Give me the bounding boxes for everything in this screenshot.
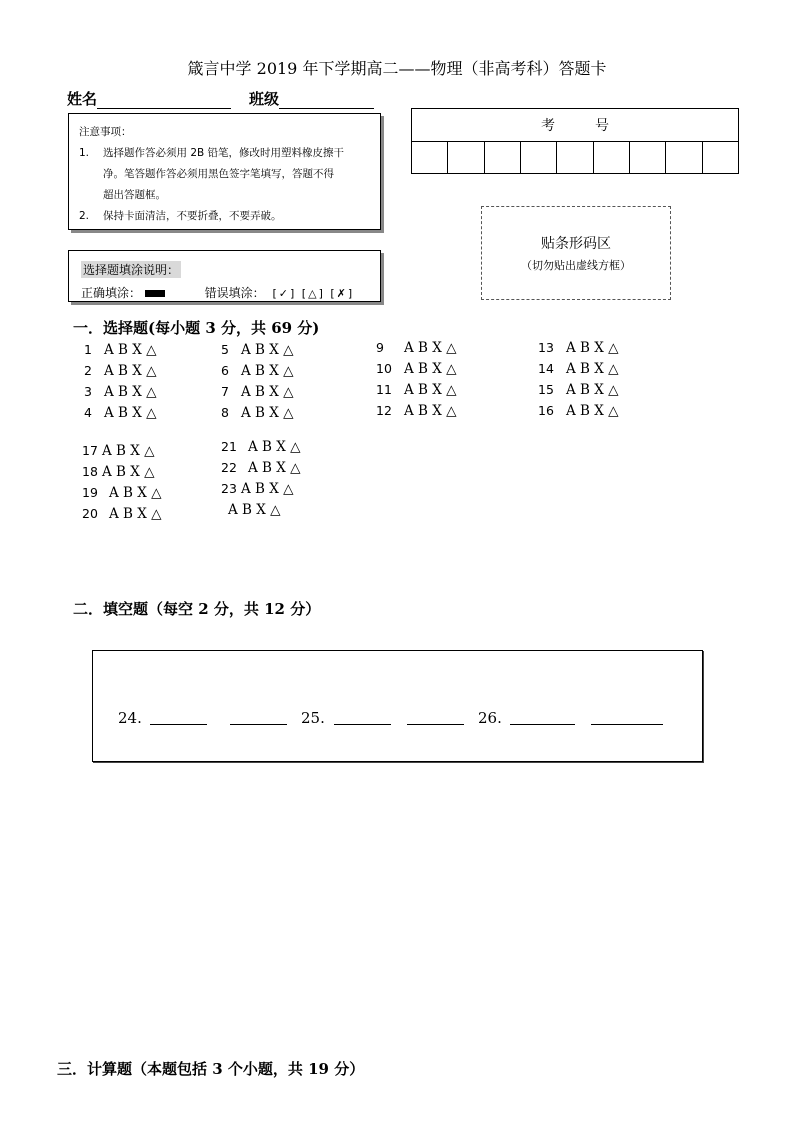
barcode-note: （切勿贴出虚线方框） (521, 259, 631, 272)
fill-answer-area (92, 650, 703, 762)
choice-question (538, 403, 619, 419)
exam-number-cell[interactable] (594, 142, 630, 173)
answer-options[interactable]: A B X △ (566, 382, 619, 398)
choice-question (376, 403, 457, 419)
question-number: 5 (221, 342, 229, 357)
answer-options[interactable]: A B X △ (109, 506, 162, 522)
choice-question (82, 443, 155, 459)
exam-number-label: 考号 (412, 109, 738, 142)
choice-question (376, 361, 457, 377)
choice-question (376, 340, 457, 356)
fill-blank[interactable] (591, 724, 663, 725)
answer-options[interactable]: A B X △ (404, 403, 457, 419)
name-blank[interactable] (97, 93, 231, 109)
question-number: 3 (84, 384, 92, 399)
class-field[interactable] (249, 88, 374, 109)
choice-question (221, 363, 294, 379)
fill-instructions-box (68, 250, 381, 302)
notice-line: 保持卡面清洁，不要折叠，不要弄破。 (103, 210, 282, 222)
notice-heading: 注意事项： (79, 126, 132, 138)
answer-options[interactable]: A B X △ (404, 382, 457, 398)
barcode-area (481, 206, 671, 300)
class-label: 班级 (249, 90, 280, 108)
exam-number-cell[interactable] (521, 142, 557, 173)
notice-line: 选择题作答必须用 2B 铅笔，修改时用塑料橡皮擦干 (103, 147, 345, 159)
section2-title: 二．填空题（每空 2 分，共 12 分） (73, 600, 321, 618)
question-number: 15 (538, 382, 554, 397)
question-number: 16 (538, 403, 554, 418)
answer-options[interactable]: A B X △ (104, 363, 157, 379)
question-number: 4 (84, 405, 92, 420)
answer-options[interactable]: A B X △ (104, 405, 157, 421)
answer-options[interactable]: A B X △ (566, 340, 619, 356)
wrong-fill-marks: [✓] [△] [✗] (272, 287, 355, 300)
answer-options[interactable]: A B X △ (102, 464, 155, 480)
question-number: 6 (221, 363, 229, 378)
section1-title: 一．选择题(每小题 3 分，共 69 分) (73, 319, 320, 337)
answer-options[interactable]: A B X △ (566, 403, 619, 419)
notice-item-number: 2. (79, 210, 90, 222)
choice-question (221, 342, 294, 358)
wrong-fill-label: 错误填涂： (204, 286, 265, 300)
choice-question (221, 502, 281, 518)
fill-blank[interactable] (334, 724, 391, 725)
question-number: 2 (84, 363, 92, 378)
choice-question (221, 481, 294, 497)
name-label: 姓名 (67, 90, 98, 108)
answer-options[interactable]: A B X △ (566, 361, 619, 377)
choice-question (221, 439, 301, 455)
fill-blank[interactable] (150, 724, 207, 725)
answer-options[interactable]: A B X △ (104, 384, 157, 400)
exam-number-cell[interactable] (448, 142, 484, 173)
choice-question (84, 342, 157, 358)
question-number: 13 (538, 340, 554, 355)
notice-item (79, 206, 372, 227)
name-field[interactable] (67, 88, 231, 109)
notice-item (79, 143, 372, 206)
exam-number-cells (412, 142, 738, 173)
answer-options[interactable]: A B X △ (102, 443, 155, 459)
answer-options[interactable]: A B X △ (404, 361, 457, 377)
fill-blank[interactable] (407, 724, 464, 725)
correct-fill-mark (145, 290, 165, 297)
choice-question (376, 382, 457, 398)
question-number: 7 (221, 384, 229, 399)
answer-options[interactable]: A B X △ (228, 502, 281, 518)
choice-question (84, 363, 157, 379)
question-number: 10 (376, 361, 392, 376)
question-number: 17 (82, 443, 98, 458)
question-number: 8 (221, 405, 229, 420)
exam-number-cell[interactable] (412, 142, 448, 173)
fill-blank[interactable] (510, 724, 575, 725)
notice-item-number: 1. (79, 147, 90, 159)
choice-question (538, 382, 619, 398)
question-number: 23 (221, 481, 237, 496)
choice-question (82, 506, 162, 522)
answer-options[interactable]: A B X △ (241, 363, 294, 379)
question-number: 18 (82, 464, 98, 479)
question-number: 14 (538, 361, 554, 376)
question-number: 22 (221, 460, 237, 475)
choice-question (538, 340, 619, 356)
fill-blank[interactable] (230, 724, 287, 725)
barcode-label: 贴条形码区 (541, 236, 611, 252)
fill-item-number: 24. (118, 709, 142, 727)
choice-question (221, 384, 294, 400)
question-number: 9 (376, 340, 384, 355)
choice-question (84, 405, 157, 421)
answer-options[interactable]: A B X △ (248, 439, 301, 455)
answer-options[interactable]: A B X △ (241, 384, 294, 400)
exam-number-cell[interactable] (557, 142, 593, 173)
question-number: 1 (84, 342, 92, 357)
answer-options[interactable]: A B X △ (248, 460, 301, 476)
choice-question (84, 384, 157, 400)
exam-number-box (411, 108, 739, 174)
answer-options[interactable]: A B X △ (241, 342, 294, 358)
notice-line: 超出答题框。 (103, 189, 166, 201)
exam-number-cell[interactable] (630, 142, 666, 173)
fill-item-number: 25. (301, 709, 325, 727)
choice-question (221, 460, 301, 476)
class-blank[interactable] (279, 93, 374, 109)
notice-line: 净。笔答题作答必须用黑色签字笔填写，答题不得 (103, 168, 334, 180)
question-number: 20 (82, 506, 98, 521)
exam-number-cell[interactable] (666, 142, 702, 173)
answer-options[interactable]: A B X △ (109, 485, 162, 501)
question-number: 21 (221, 439, 237, 454)
exam-number-cell[interactable] (485, 142, 521, 173)
fill-item-number: 26. (478, 709, 502, 727)
fill-instructions-title: 选择题填涂说明： (83, 263, 180, 277)
exam-number-cell[interactable] (703, 142, 738, 173)
question-number: 19 (82, 485, 98, 500)
question-number: 11 (376, 382, 392, 397)
answer-options[interactable]: A B X △ (404, 340, 457, 356)
answer-options[interactable]: A B X △ (104, 342, 157, 358)
question-number: 12 (376, 403, 392, 418)
choice-question (221, 405, 294, 421)
choice-question (82, 464, 155, 480)
notice-box (68, 113, 381, 230)
choice-question (82, 485, 162, 501)
section3-title: 三．计算题（本题包括 3 个小题，共 19 分） (57, 1060, 365, 1078)
correct-fill-label: 正确填涂： (81, 286, 142, 300)
answer-options[interactable]: A B X △ (241, 481, 294, 497)
page-title: 箴言中学 2019 年下学期高二——物理（非高考科）答题卡 (187, 59, 607, 78)
choice-question (538, 361, 619, 377)
answer-options[interactable]: A B X △ (241, 405, 294, 421)
